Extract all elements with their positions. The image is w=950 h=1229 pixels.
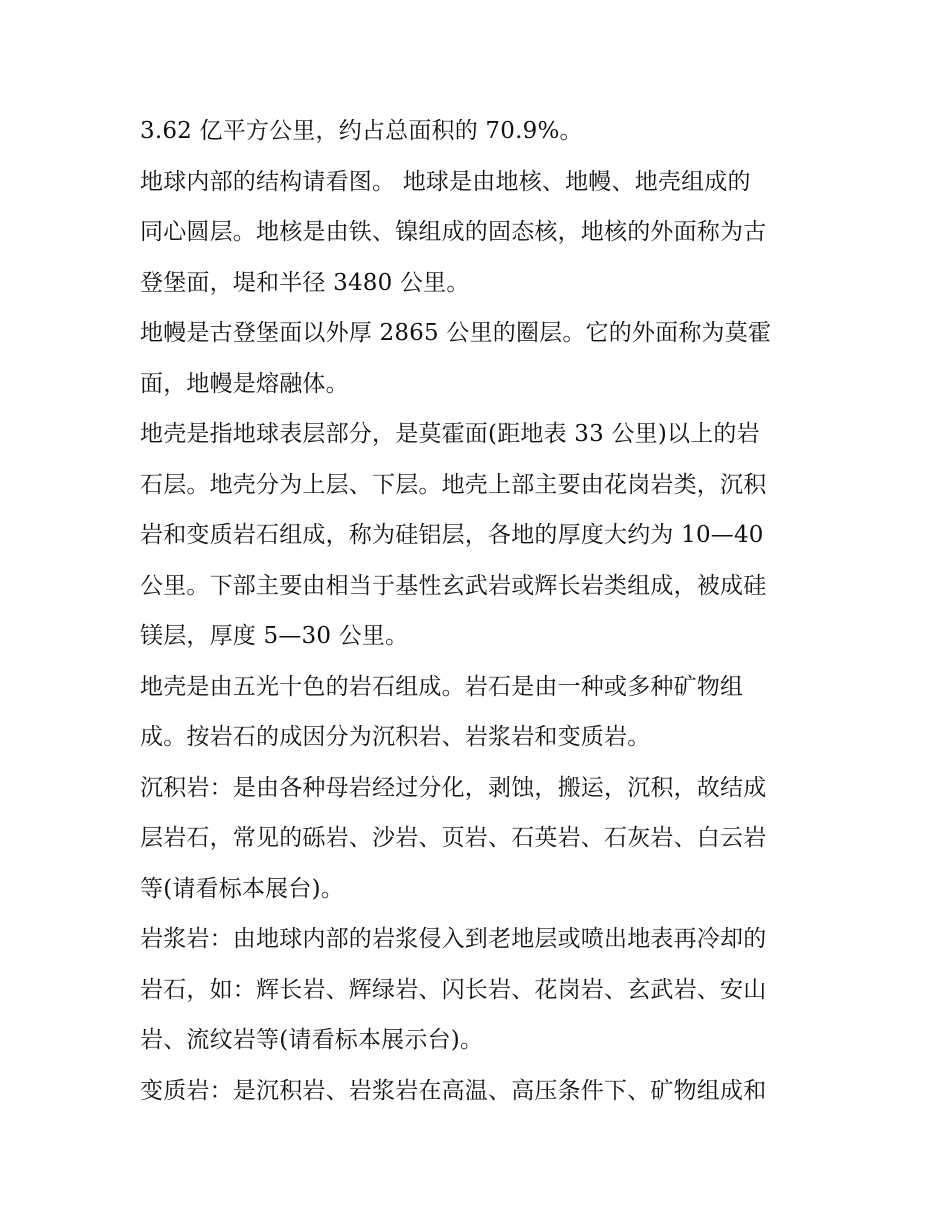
text-line: 3.62 亿平方公里，约占总面积的 70.9%。 (140, 118, 583, 144)
text-line: 变质岩：是沉积岩、岩浆岩在高温、高压条件下、矿物组成和 (140, 1077, 767, 1104)
text-line: 镁层，厚度 5—30 公里。 (140, 623, 409, 649)
text-line: 等(请看标本展台)。 (140, 875, 344, 902)
text-line: 公里。下部主要由相当于基性玄武岩或辉长岩类组成，被成硅 (140, 572, 767, 599)
text-line: 地壳是指地球表层部分，是莫霍面(距地表 33 公里)以上的岩 (140, 421, 760, 447)
text-line: 岩浆岩：由地球内部的岩浆侵入到老地层或喷出地表再冷却的 (140, 926, 767, 952)
text-line: 成。按岩石的成因分为沉积岩、岩浆岩和变质岩。 (140, 724, 651, 750)
text-line: 同心圆层。地核是由铁、镍组成的固态核，地核的外面称为古 (140, 219, 767, 245)
text-line: 面，地幔是熔融体。 (140, 370, 349, 397)
text-line: 层岩石，常见的砾岩、沙岩、页岩、石英岩、石灰岩、白云岩 (140, 825, 767, 851)
text-line: 岩、流纹岩等(请看标本展示台)。 (140, 1027, 484, 1053)
text-line: 岩石，如：辉长岩、辉绿岩、闪长岩、花岗岩、玄武岩、安山 (140, 976, 767, 1003)
text-line: 登堡面，堤和半径 3480 公里。 (140, 269, 470, 296)
text-line: 地壳是由五光十色的岩石组成。岩石是由一种或多种矿物组 (140, 673, 744, 700)
document-body (140, 106, 820, 1116)
text-line: 沉积岩：是由各种母岩经过分化，剥蚀，搬运，沉积，故结成 (140, 774, 767, 801)
text-line: 地球内部的结构请看图。 地球是由地核、地幔、地壳组成的 (140, 168, 751, 195)
text-line: 石层。地壳分为上层、下层。地壳上部主要由花岗岩类，沉积 (140, 471, 767, 498)
text-line: 地幔是古登堡面以外厚 2865 公里的圈层。它的外面称为莫霍 (140, 320, 772, 346)
text-line: 岩和变质岩石组成，称为硅铝层，各地的厚度大约为 10—40 (140, 522, 764, 548)
